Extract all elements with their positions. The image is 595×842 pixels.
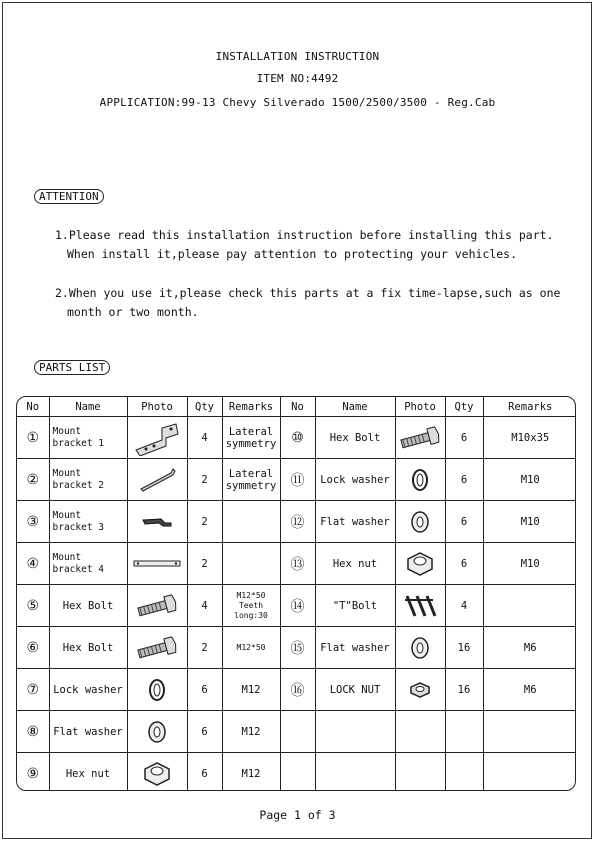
part-number: ⑫ — [280, 501, 315, 543]
part-qty: 2 — [187, 543, 222, 585]
part-photo — [395, 543, 445, 585]
part-name: Mount bracket 1 — [49, 417, 127, 459]
part-number — [280, 753, 315, 792]
column-header: Remarks — [483, 397, 576, 417]
part-number: ⑥ — [17, 627, 49, 669]
part-photo — [395, 585, 445, 627]
part-qty: 6 — [445, 459, 483, 501]
document-title: INSTALLATION INSTRUCTION — [215, 50, 380, 63]
bracket-4-icon — [128, 559, 187, 569]
part-qty: 6 — [187, 711, 222, 753]
part-name: Hex nut — [315, 543, 395, 585]
hex-nut-icon — [396, 551, 445, 577]
part-photo — [127, 501, 187, 543]
part-photo — [395, 753, 445, 792]
attention-item-1 — [55, 226, 565, 264]
table-row — [17, 711, 576, 753]
part-remarks: M12*50 Teeth long:30 — [222, 585, 280, 627]
part-name: Flat washer — [49, 711, 127, 753]
part-name: Lock washer — [315, 459, 395, 501]
part-remarks: M6 — [483, 627, 576, 669]
part-qty: 16 — [445, 669, 483, 711]
application-line: APPLICATION:99-13 Chevy Silverado 1500/2500/3500 - Reg.Cab — [99, 96, 496, 109]
part-number: ⑬ — [280, 543, 315, 585]
part-remarks: M12 — [222, 711, 280, 753]
part-photo — [395, 459, 445, 501]
part-photo — [127, 711, 187, 753]
part-qty: 4 — [187, 417, 222, 459]
part-name: Hex nut — [49, 753, 127, 792]
attention-heading: ATTENTION — [34, 189, 104, 204]
part-number: ⑯ — [280, 669, 315, 711]
part-qty: 2 — [187, 627, 222, 669]
part-remarks: M12 — [222, 753, 280, 792]
table-row — [17, 585, 576, 627]
part-photo — [127, 669, 187, 711]
column-header: Name — [49, 397, 127, 417]
attention-item-2-line-2: month or two month. — [67, 305, 199, 319]
item-number: ITEM NO:4492 — [256, 72, 339, 85]
part-photo — [127, 585, 187, 627]
part-qty: 2 — [187, 459, 222, 501]
hex-nut-icon — [128, 761, 187, 787]
part-number: ⑪ — [280, 459, 315, 501]
lock-washer-icon — [396, 468, 445, 492]
part-qty: 16 — [445, 627, 483, 669]
part-photo — [395, 669, 445, 711]
part-name: Flat washer — [315, 501, 395, 543]
flat-washer-icon — [396, 510, 445, 534]
attention-item-2-line-1: 2.When you use it,please check this parts at a fix time-lapse,such as one — [55, 286, 561, 300]
part-number: ⑭ — [280, 585, 315, 627]
attention-item-1-line-2: When install it,please pay attention to protecting your vehicles. — [67, 247, 518, 261]
part-photo — [127, 459, 187, 501]
part-photo — [395, 417, 445, 459]
part-name: Mount bracket 2 — [49, 459, 127, 501]
part-photo — [127, 417, 187, 459]
part-remarks — [483, 585, 576, 627]
bracket-2-icon — [128, 467, 187, 493]
part-photo — [127, 627, 187, 669]
part-number: ⑤ — [17, 585, 49, 627]
part-qty: 6 — [187, 669, 222, 711]
part-remarks — [483, 753, 576, 792]
lock-washer-icon — [128, 678, 187, 702]
part-remarks — [222, 501, 280, 543]
part-number — [280, 711, 315, 753]
parts-list-heading: PARTS LIST — [34, 360, 110, 375]
hex-bolt-icon — [128, 635, 187, 661]
part-qty: 4 — [187, 585, 222, 627]
part-name: Hex Bolt — [49, 627, 127, 669]
column-header: Qty — [445, 397, 483, 417]
column-header: No — [280, 397, 315, 417]
table-row — [17, 417, 576, 459]
part-remarks: Lateral symmetry — [222, 459, 280, 501]
part-number: ⑨ — [17, 753, 49, 792]
part-remarks — [483, 711, 576, 753]
t-bolt-icon — [396, 592, 445, 620]
part-photo — [395, 501, 445, 543]
table-row — [17, 627, 576, 669]
table-row — [17, 543, 576, 585]
part-remarks: M10x35 — [483, 417, 576, 459]
part-qty: 6 — [187, 753, 222, 792]
part-photo — [127, 753, 187, 792]
table-row — [17, 753, 576, 792]
part-number: ⑩ — [280, 417, 315, 459]
part-name: Mount bracket 3 — [49, 501, 127, 543]
parts-table — [17, 397, 576, 791]
table-row — [17, 459, 576, 501]
column-header: Name — [315, 397, 395, 417]
part-name: Hex Bolt — [315, 417, 395, 459]
part-qty: 2 — [187, 501, 222, 543]
part-qty: 4 — [445, 585, 483, 627]
column-header: Photo — [127, 397, 187, 417]
flat-washer-icon — [396, 636, 445, 660]
part-number: ⑧ — [17, 711, 49, 753]
hex-bolt-icon — [396, 425, 445, 451]
part-remarks: M10 — [483, 459, 576, 501]
part-qty — [445, 753, 483, 792]
lock-nut-icon — [396, 681, 445, 699]
part-number: ④ — [17, 543, 49, 585]
bracket-3-icon — [128, 514, 187, 530]
part-photo — [127, 543, 187, 585]
part-name: Mount bracket 4 — [49, 543, 127, 585]
part-remarks — [222, 543, 280, 585]
hex-bolt-icon — [128, 593, 187, 619]
part-qty — [445, 711, 483, 753]
part-remarks: M10 — [483, 501, 576, 543]
part-remarks: Lateral symmetry — [222, 417, 280, 459]
part-remarks: M10 — [483, 543, 576, 585]
attention-item-1-line-1: 1.Please read this installation instruction before installing this part. — [55, 228, 554, 242]
part-name: Hex Bolt — [49, 585, 127, 627]
part-number: ⑮ — [280, 627, 315, 669]
part-name: LOCK NUT — [315, 669, 395, 711]
part-remarks: M6 — [483, 669, 576, 711]
part-name: "T"Bolt — [315, 585, 395, 627]
part-qty: 6 — [445, 417, 483, 459]
part-remarks: M12*50 — [222, 627, 280, 669]
part-number: ⑦ — [17, 669, 49, 711]
part-number: ① — [17, 417, 49, 459]
bracket-1-icon — [128, 420, 187, 456]
part-number: ② — [17, 459, 49, 501]
page-number: Page 1 of 3 — [259, 808, 336, 822]
table-header-row — [17, 397, 576, 417]
part-qty: 6 — [445, 501, 483, 543]
column-header: Photo — [395, 397, 445, 417]
parts-table-frame — [16, 396, 576, 791]
table-row — [17, 501, 576, 543]
column-header: No — [17, 397, 49, 417]
part-name: Lock washer — [49, 669, 127, 711]
column-header: Remarks — [222, 397, 280, 417]
part-photo — [395, 627, 445, 669]
table-row — [17, 669, 576, 711]
part-remarks: M12 — [222, 669, 280, 711]
flat-washer-icon — [128, 720, 187, 744]
column-header: Qty — [187, 397, 222, 417]
part-qty: 6 — [445, 543, 483, 585]
part-name — [315, 711, 395, 753]
part-number: ③ — [17, 501, 49, 543]
attention-item-2 — [55, 284, 565, 322]
part-name — [315, 753, 395, 792]
part-photo — [395, 711, 445, 753]
part-name: Flat washer — [315, 627, 395, 669]
